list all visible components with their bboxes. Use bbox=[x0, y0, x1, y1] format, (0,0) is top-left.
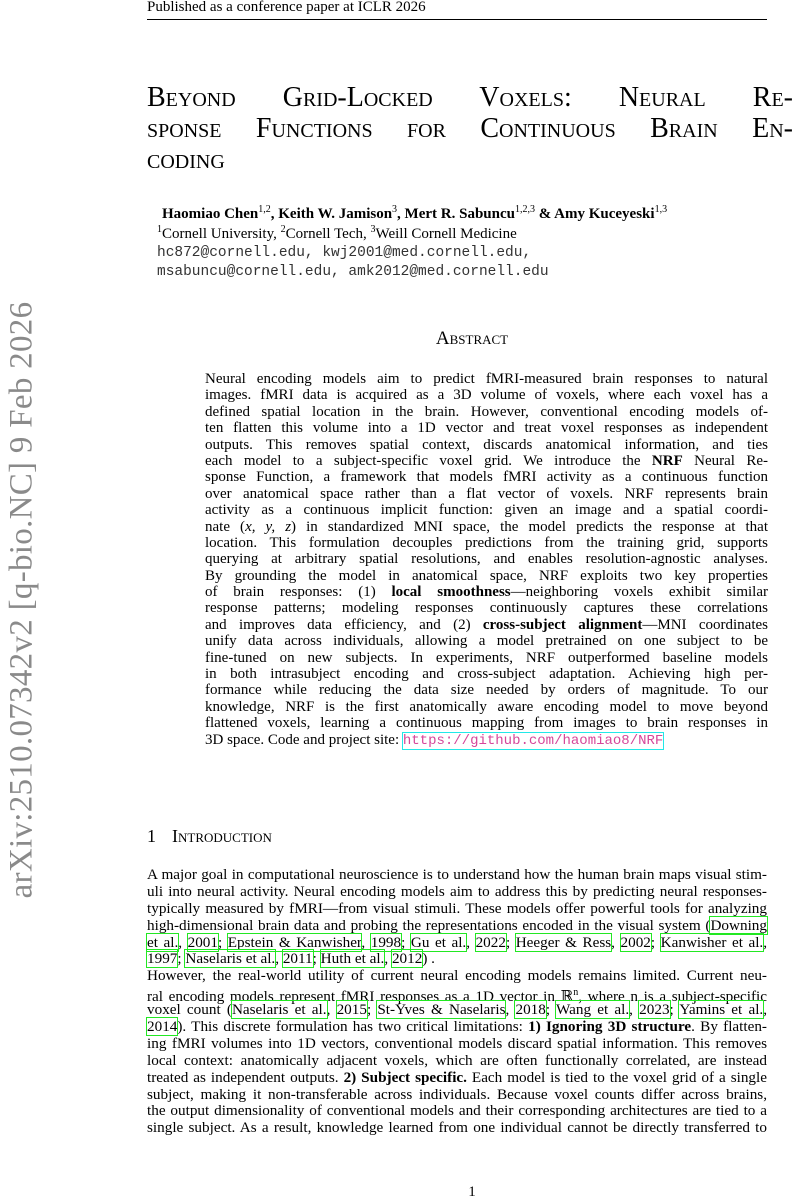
text-line: response patterns; modeling responses continuously captures these correlations bbox=[205, 600, 768, 617]
text-line: voxel count (Naselaris et al., 2015; St-Yves & Naselaris, 2018; Wang et al., 2023; Yamins et al., bbox=[147, 1001, 768, 1019]
bold-term: local smoothness bbox=[391, 584, 511, 601]
text-line: et al., 2001; Epstein & Kanwisher, 1998; Gu et al., 2022; Heeger & Ress, 2002; Kanwisher et al., bbox=[147, 933, 768, 951]
affiliation-mark: 2 bbox=[280, 224, 286, 235]
abstract-body bbox=[205, 371, 768, 748]
citation-link[interactable]: Downing bbox=[710, 916, 767, 934]
text-line: querying at arbitrary spatial resolutions, and enables resolution-agnostic analyses. bbox=[205, 551, 768, 568]
text-line: activity as a continuous implicit function: given an image and a spatial coordi- bbox=[205, 502, 768, 519]
section-number: 1 bbox=[147, 826, 156, 846]
text-line: formance while reducing the data size needed by orders of magnitude. To our bbox=[205, 682, 768, 699]
text-line: the output dimensionality of conventional models and their corresponding architectures are tied to a bbox=[147, 1102, 767, 1120]
citation-link[interactable]: Gu et al. bbox=[410, 933, 467, 951]
author-name: Keith W. Jamison bbox=[278, 206, 393, 222]
text-line: and improves data efficiency, and (2) cross-subject alignment—MNI coordinates bbox=[205, 616, 768, 633]
text-line: each model to a subject-specific voxel grid. We introduce the NRF Neural Re- bbox=[205, 452, 769, 469]
text-line: over anatomical space rather than a flat vector of voxels. NRF represents brain bbox=[205, 485, 768, 502]
text-line: sponse Function, a framework that models fMRI activity as a continuous function bbox=[205, 469, 768, 486]
citation-link[interactable]: Heeger & Ress bbox=[515, 933, 612, 951]
text-line: local context: anatomically adjacent voxels, which are often functionally correlated, are instead bbox=[147, 1051, 767, 1069]
text-line: flattened voxels, learning a continuous mapping from images to brain responses in bbox=[205, 715, 768, 732]
citation-link[interactable]: 2014 bbox=[147, 1018, 178, 1036]
text-line: uli into neural activity. Neural encoding models aim to address this by predicting neural responses- bbox=[147, 882, 767, 900]
citation-link[interactable]: Huth et al. bbox=[320, 950, 385, 968]
text-line: unify data across individuals, allowing a model pretrained on one subject to be bbox=[205, 633, 768, 650]
text-line: ral encoding models represent fMRI responses as a 1D vector in ℝ$^n$, where n is a subject-specific bbox=[147, 987, 767, 1006]
math-inline: x, y, z bbox=[245, 518, 292, 535]
citation-link[interactable]: 2015 bbox=[336, 1001, 367, 1019]
title-line: Beyond Grid-Locked Voxels: Neural Re- bbox=[147, 82, 793, 113]
title-line: coding bbox=[147, 144, 225, 175]
author-name: Amy Kuceyeski bbox=[554, 206, 655, 222]
citation-link[interactable]: Yamins et al. bbox=[679, 1001, 764, 1019]
text-line: 3D space. Code and project site: https://github.com/haomiao8/NRF bbox=[205, 731, 664, 749]
citation-link[interactable]: 2002 bbox=[620, 933, 651, 951]
text-line: However, the real-world utility of current neural encoding models remains limited. Current neu- bbox=[147, 967, 767, 985]
citation-link[interactable]: Kanwisher et al. bbox=[660, 933, 764, 951]
citation-link[interactable]: Wang et al. bbox=[556, 1001, 630, 1019]
author-name: Haomiao Chen bbox=[162, 206, 259, 222]
affiliation-name: Weill Cornell Medicine bbox=[375, 226, 517, 242]
bold-term: 1) Ignoring 3D structure bbox=[528, 1018, 692, 1036]
author-affiliation-mark: 1,2,3 bbox=[514, 204, 535, 215]
citation-link[interactable]: Epstein & Kanwisher bbox=[227, 933, 362, 951]
text-line: outputs. This removes spatial context, discards anatomical information, and ties bbox=[205, 436, 768, 453]
text-line: defined spatial location in the brain. However, conventional encoding models of- bbox=[205, 403, 768, 420]
text-line: A major goal in computational neuroscience is to understand how the human brain maps visual stim- bbox=[147, 866, 767, 883]
citation-link[interactable]: 2023 bbox=[639, 1001, 670, 1019]
author-affiliation-mark: 3 bbox=[392, 204, 398, 215]
title-line: sponse Functions for Continuous Brain En- bbox=[147, 113, 793, 144]
citation-link[interactable]: 2001 bbox=[187, 933, 218, 951]
text-line: ten flatten this volume into a 1D vector and treat voxel responses as independent bbox=[205, 420, 768, 437]
author-affiliation-mark: 1,2 bbox=[258, 204, 271, 215]
affiliation-name: Cornell Tech bbox=[285, 226, 363, 242]
text-line: images. fMRI data is acquired as a 3D volume of voxels, where each voxel has a bbox=[205, 387, 768, 404]
page-number: 1 bbox=[468, 1184, 476, 1200]
paper-title bbox=[147, 82, 793, 175]
author-emails[interactable]: hc872@cornell.edu, kwj2001@med.cornell.edu, bbox=[157, 245, 532, 261]
section-title: Introduction bbox=[172, 826, 272, 846]
text-line: ing fMRI volumes into 1D vectors, conventional models discard spatial information. This removes bbox=[147, 1034, 767, 1052]
citation-link[interactable]: 1998 bbox=[370, 933, 402, 951]
running-header: Published as a conference paper at ICLR 2026 bbox=[147, 0, 426, 15]
citation-link[interactable]: 2012 bbox=[391, 950, 423, 968]
introduction-body bbox=[147, 867, 767, 1137]
author-affiliation-mark: 1,3 bbox=[654, 204, 668, 215]
text-line: of brain responses: (1) local smoothness—neighboring voxels exhibit similar bbox=[205, 584, 768, 601]
author-list: Haomiao Chen$^{1,2}$, Keith W. Jamison$^3$, Mert R. Sabuncu$^{1,2,3}$ & Amy Kuceyeski$^{1,3}$ bbox=[162, 204, 668, 222]
section-heading-introduction bbox=[147, 826, 272, 847]
author-emails[interactable]: msabuncu@cornell.edu, amk2012@med.cornell.edu bbox=[157, 264, 549, 280]
citation-link[interactable]: et al. bbox=[147, 933, 179, 951]
citation-link[interactable]: Naselaris et al. bbox=[185, 950, 276, 968]
citation-link[interactable]: Naselaris et al. bbox=[231, 1001, 327, 1019]
bold-term: NRF bbox=[651, 452, 683, 469]
math-superscript: n bbox=[573, 987, 579, 999]
bold-term: 2) Subject specific. bbox=[343, 1068, 467, 1086]
header-rule bbox=[147, 19, 767, 20]
text-line: 2014). This discrete formulation has two critical limitations: 1) Ignoring 3D structure. By flatten- bbox=[147, 1018, 767, 1036]
text-line: in both intrasubject encoding and cross-subject adaptation. Achieving high per- bbox=[205, 666, 768, 683]
citation-link[interactable]: 2011 bbox=[282, 950, 313, 968]
text-line: knowledge, NRF is the first anatomically aware encoding model to move beyond bbox=[205, 698, 768, 715]
text-line: typically measured by fMRI—from visual stimuli. These models offer powerful tools for analyzing bbox=[147, 899, 767, 917]
affiliation-mark: 1 bbox=[157, 224, 162, 235]
text-line: high-dimensional brain data and probing the representations encoded in the visual system (Downing bbox=[147, 916, 767, 934]
project-url-link[interactable]: https://github.com/haomiao8/NRF bbox=[402, 732, 664, 749]
affiliation-mark: 3 bbox=[370, 224, 376, 235]
arxiv-stamp: arXiv:2510.07342v2 [q-bio.NC] 9 Feb 2026 bbox=[3, 301, 40, 899]
citation-link[interactable]: St-Yves & Naselaris bbox=[377, 1001, 506, 1019]
text-line: location. This formulation decouples predictions from the training grid, supports bbox=[205, 534, 768, 551]
abstract-heading: Abstract bbox=[435, 328, 509, 349]
citation-link[interactable]: 2022 bbox=[475, 933, 506, 951]
text-line: By grounding the model in anatomical space, NRF exploits two key properties bbox=[205, 567, 768, 584]
text-line: 1997; Naselaris et al., 2011; Huth et al., 2012) . bbox=[147, 950, 435, 968]
affiliation-name: Cornell University bbox=[162, 226, 274, 242]
citation-link[interactable]: 1997 bbox=[147, 950, 178, 968]
text-line: nate (x, y, z) in standardized MNI space, the model predicts the response at that bbox=[205, 518, 768, 535]
text-line: subject, making it non-transferable across individuals. Because voxel counts differ across brains, bbox=[147, 1085, 767, 1103]
text-line: treated as independent outputs. 2) Subject specific. Each model is tied to the voxel grid of a single bbox=[147, 1068, 767, 1086]
text-line: Neural encoding models aim to predict fMRI-measured brain responses to natural bbox=[205, 371, 768, 387]
text-line: single subject. As a result, knowledge learned from one individual cannot be directly transferred to bbox=[147, 1119, 767, 1137]
citation-link[interactable]: 2018 bbox=[515, 1001, 546, 1019]
affiliations: $^1$Cornell University, $^2$Cornell Tech, $^3$Weill Cornell Medicine bbox=[157, 224, 517, 242]
text-line: fine-tuned on new subjects. In experiments, NRF outperformed baseline models bbox=[205, 649, 768, 666]
author-name: Mert R. Sabuncu bbox=[404, 206, 515, 222]
bold-term: cross-subject alignment bbox=[482, 616, 643, 633]
